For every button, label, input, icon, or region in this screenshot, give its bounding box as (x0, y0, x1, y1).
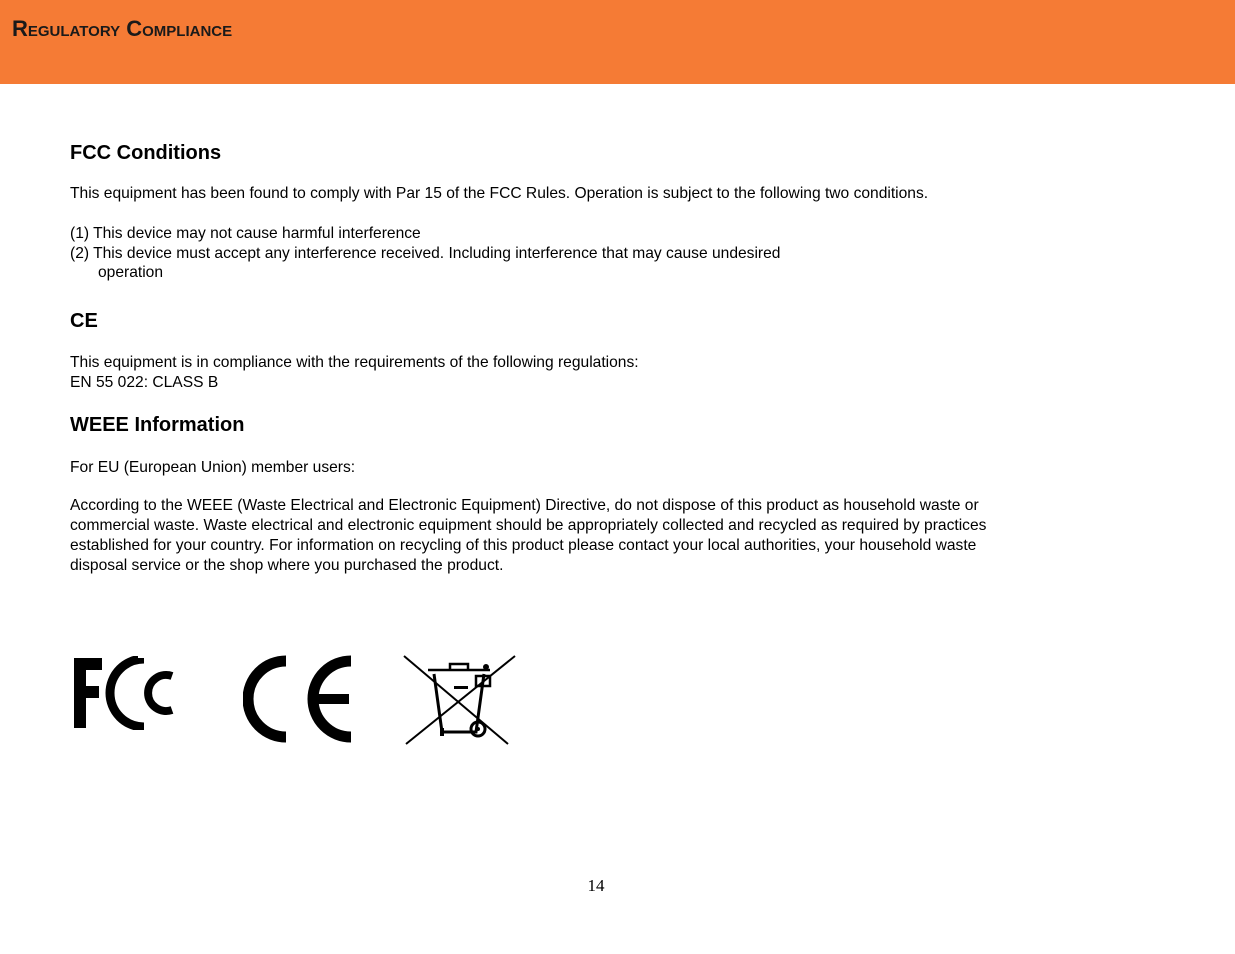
fcc-heading: FCC Conditions (70, 142, 222, 164)
fcc-logo (72, 656, 176, 730)
page-number: 14 (587, 876, 605, 895)
page-title: Regulatory Compliance (12, 16, 233, 41)
weee-body-line: established for your country. For information on recycling of this product please contact your local authorities, your household waste (70, 537, 977, 554)
weee-body-line: commercial waste. Waste electrical and electronic equipment should be appropriately collected and recycled as required by practices (70, 517, 987, 534)
weee-bin-icon (402, 654, 518, 746)
weee-body-line: disposal service or the shop where you purchased the product. (70, 557, 504, 574)
fcc-condition-2-cont: operation (98, 264, 164, 281)
weee-body-line: According to the WEEE (Waste Electrical and Electronic Equipment) Directive, do not dispose of this product as household waste or (70, 497, 979, 514)
weee-heading: WEEE Information (70, 414, 245, 436)
weee-body (70, 496, 1090, 576)
ce-standard: EN 55 022: CLASS B (70, 374, 219, 391)
fcc-condition-2: (2) This device must accept any interference received. Including interference that may cause undesired (70, 245, 781, 262)
ce-logo (243, 655, 355, 743)
header-bar (0, 0, 1235, 84)
weee-audience: For EU (European Union) member users: (70, 459, 356, 476)
fcc-intro: This equipment has been found to comply with Par 15 of the FCC Rules. Operation is subject to the following two conditions. (70, 185, 929, 202)
ce-heading: CE (70, 310, 98, 332)
fcc-condition-1: (1) This device may not cause harmful interference (70, 225, 421, 242)
ce-intro: This equipment is in compliance with the requirements of the following regulations: (70, 354, 639, 371)
